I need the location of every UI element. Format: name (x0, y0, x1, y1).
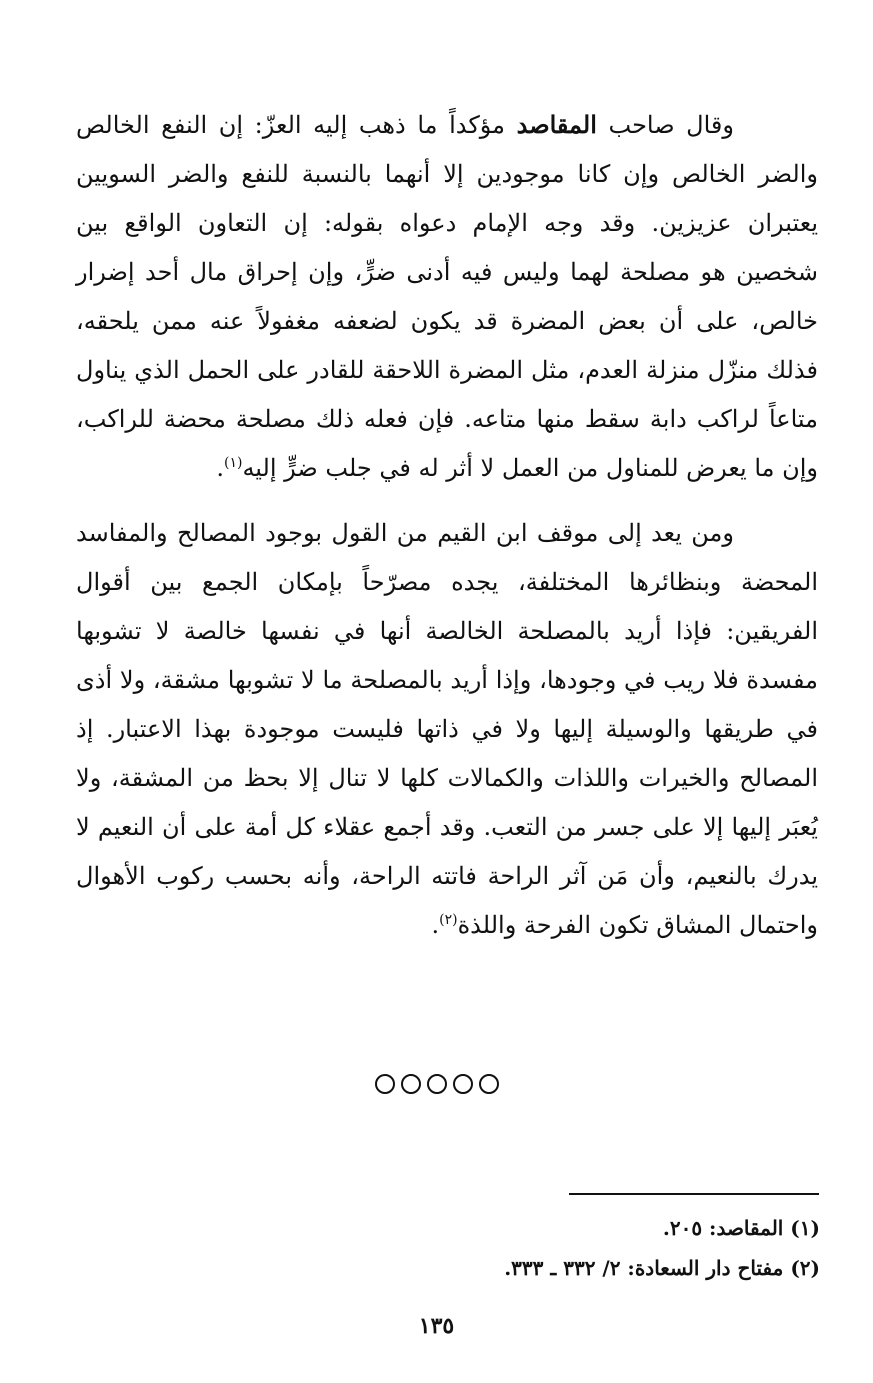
footnote-2: (٢) مفتاح دار السعادة: ٢/ ٣٣٢ ـ ٣٣٣. (504, 1256, 820, 1280)
footnote-1: (١) المقاصد: ٢٠٥. (662, 1216, 820, 1240)
bold-term-almaqasid: المقاصد (516, 110, 597, 139)
ring-ornament-icon (453, 1074, 473, 1094)
paragraph-2 (76, 509, 818, 950)
ring-ornament-icon (427, 1074, 447, 1094)
paragraph-2-body: ومن يعد إلى موقف ابن القيم من القول بوجود المصالح والمفاسد المحضة وبنظائرها المختلفة، يجده مصرّحاً بإمكان الجمع بين أقوال الفريقين: فإذا أريد بالمصلحة الخالصة أنها في نفسها خالصة لا تشوبها مفسدة فلا ريب في وجودها، وإذا أريد بالمصلحة ما لا تشوبها مشقة، ولا أذى في طريقها والوسيلة إليها ولا في ذاتها فليست موجودة بهذا الاعتبار. إذ المصالح والخيرات واللذات والكمالات كلها لا تنال إلا بحظ من المشقة، ولا يُعبَر إليها إلا على جسر من التعب. وقد أجمع عقلاء كل أمة على أن النعيم لا يدرك بالنعيم، وأن مَن آثر الراحة فاتته الراحة، وأنه بحسب ركوب الأهوال واحتمال المشاق تكون الفرحة واللذة (76, 519, 818, 939)
page-number: ١٣٥ (418, 1313, 455, 1339)
paragraph-1-end: . (216, 454, 224, 482)
main-text (76, 100, 818, 950)
paragraph-1-body: مؤكداً ما ذهب إليه العزّ: إن النفع الخالص والضر الخالص وإن كانا موجودين إلا أنهما بالنسبة للنفع والضر السويين يعتبران عزيزين. وقد وجه الإمام دعواه بقوله: إن التعاون الواقع بين شخصين هو مصلحة لهما وليس فيه أدنى ضرٍّ، وإن إحراق مال أحد إضرار خالص، على أن بعض المضرة قد يكون لضعفه مغفولاً عنه ممن يلحقه، فذلك منزّل منزلة العدم، مثل المضرة اللاحقة للقادر على الحمل الذي يناول متاعاً لراكب دابة سقط منها متاعه. فإن فعله ذلك مصلحة محضة للراكب، وإن ما يعرض للمناول من العمل لا أثر له في جلب ضرٍّ إليه (76, 111, 818, 482)
footnote-separator (569, 1193, 819, 1195)
ring-ornament-icon (401, 1074, 421, 1094)
footnotes (76, 1208, 820, 1288)
section-divider (0, 1074, 873, 1098)
paragraph-1-lead: وقال صاحب (596, 111, 734, 139)
ring-ornament-icon (479, 1074, 499, 1094)
footnote-ref-2: (٢) (439, 912, 458, 928)
paragraph-1 (76, 100, 818, 493)
ring-ornament-icon (375, 1074, 395, 1094)
footnote-ref-1: (١) (223, 455, 243, 471)
paragraph-2-end: . (431, 911, 440, 939)
